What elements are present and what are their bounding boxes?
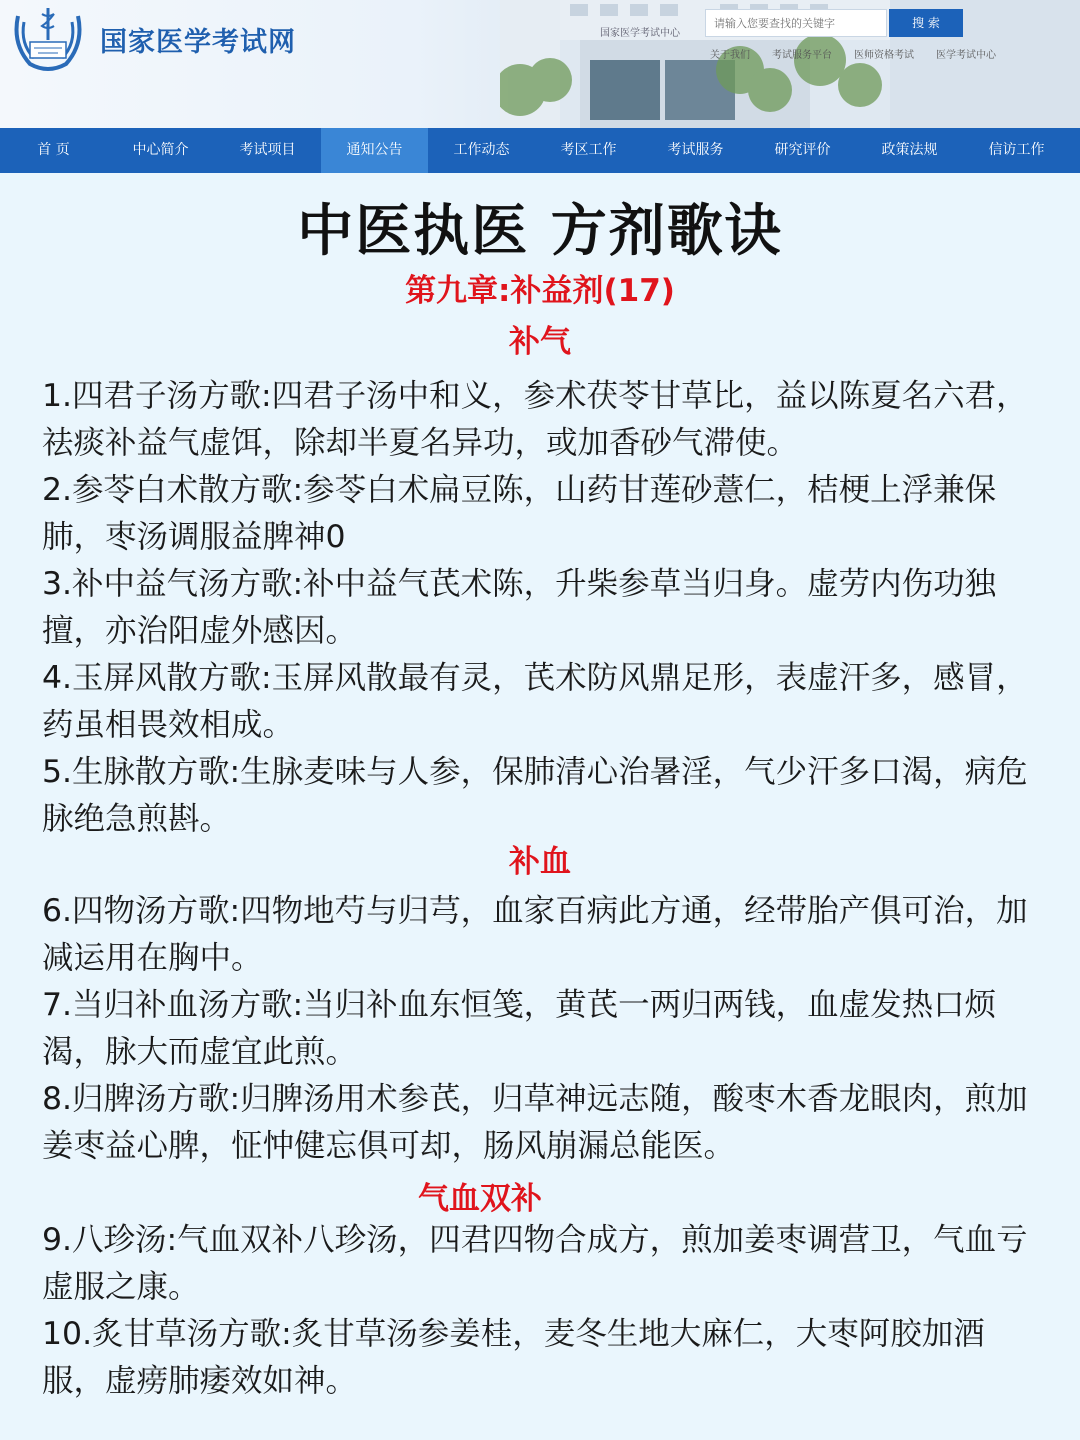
page-title: 中医执医 方剂歌诀 — [297, 199, 783, 264]
quick-link[interactable]: 医师资格考试 — [854, 50, 914, 61]
nav-item-exams[interactable]: 考试项目 — [239, 142, 296, 158]
nav-item-research[interactable]: 研究评价 — [774, 142, 831, 158]
nav-item-services[interactable]: 考试服务 — [667, 142, 724, 158]
site-title[interactable]: 国家医学考试网 — [100, 27, 296, 58]
formula-entry: 5.生脉散方歌:生脉麦味与人参，保肺清心治暑淫，气少汗多口渴，病危脉绝急煎斟。 — [42, 754, 1028, 837]
formula-entry: 1.四君子汤方歌:四君子汤中和义，参术茯苓甘草比，益以陈夏名六君，祛痰补益气虚饵，除却半夏名异功，或加香砂气滞使。 — [42, 378, 1028, 461]
quick-link[interactable]: 医学考试中心 — [936, 50, 996, 61]
building-sign: 国家医学考试中心 — [600, 28, 680, 39]
nav-item-home[interactable]: 首 页 — [37, 142, 70, 158]
nav-item-notices[interactable]: 通知公告 — [321, 128, 428, 173]
search-button[interactable]: 搜 索 — [889, 9, 963, 37]
nav-item-regions[interactable]: 考区工作 — [560, 142, 617, 158]
quick-link[interactable]: 考试服务平台 — [772, 50, 832, 61]
formula-entry: 7.当归补血汤方歌:当归补血东恒笺，黄芪一两归两钱，血虚发热口烦渴，脉大而虚宜此煎。 — [42, 987, 997, 1070]
formula-entry: 2.参苓白术散方歌:参苓白术扁豆陈，山药甘莲砂薏仁，桔梗上浮兼保肺，枣汤调服益脾神0 — [42, 472, 997, 555]
nav-item-policy[interactable]: 政策法规 — [881, 142, 938, 158]
formula-entry: 6.四物汤方歌:四物地芍与归芎，血家百病此方通，经带胎产俱可治，加减运用在胸中。 — [42, 893, 1028, 976]
formula-entry: 10.炙甘草汤方歌:炙甘草汤参姜桂，麦冬生地大麻仁，大枣阿胶加酒服，虚痨肺痿效如神。 — [42, 1316, 985, 1399]
quick-link[interactable]: 关于我们 — [710, 50, 750, 61]
quick-links — [710, 46, 996, 61]
formula-entry: 4.玉屏风散方歌:玉屏风散最有灵，芪术防风鼎足形，表虚汗多，感冒，药虽相畏效相成。 — [42, 660, 1028, 743]
formula-entry: 8.归脾汤方歌:归脾汤用术参芪，归草神远志随，酸枣木香龙眼肉，煎加姜枣益心脾，怔忡健忘俱可却，肠风崩漏总能医。 — [42, 1081, 1028, 1164]
article-content — [0, 173, 1080, 1440]
chapter-heading: 第九章:补益剂(17) — [405, 273, 675, 309]
nav-item-about[interactable]: 中心简介 — [132, 142, 189, 158]
main-nav — [0, 128, 1080, 173]
site-header — [0, 0, 1080, 128]
formula-entry: 9.八珍汤:气血双补八珍汤，四君四物合成方，煎加姜枣调营卫，气血亏虚服之康。 — [42, 1222, 1028, 1305]
nav-item-petitions[interactable]: 信访工作 — [988, 142, 1045, 158]
section-heading: 补血 — [509, 844, 571, 880]
emblem-logo — [8, 4, 90, 74]
formula-entry: 3.补中益气汤方歌:补中益气芪术陈，升柴参草当归身。虚劳内伤功独擅，亦治阳虚外感因。 — [42, 566, 997, 649]
section-heading: 气血双补 — [418, 1181, 542, 1217]
section-heading: 补气 — [509, 324, 571, 360]
nav-item-news[interactable]: 工作动态 — [453, 142, 510, 158]
search-input[interactable] — [705, 9, 887, 37]
